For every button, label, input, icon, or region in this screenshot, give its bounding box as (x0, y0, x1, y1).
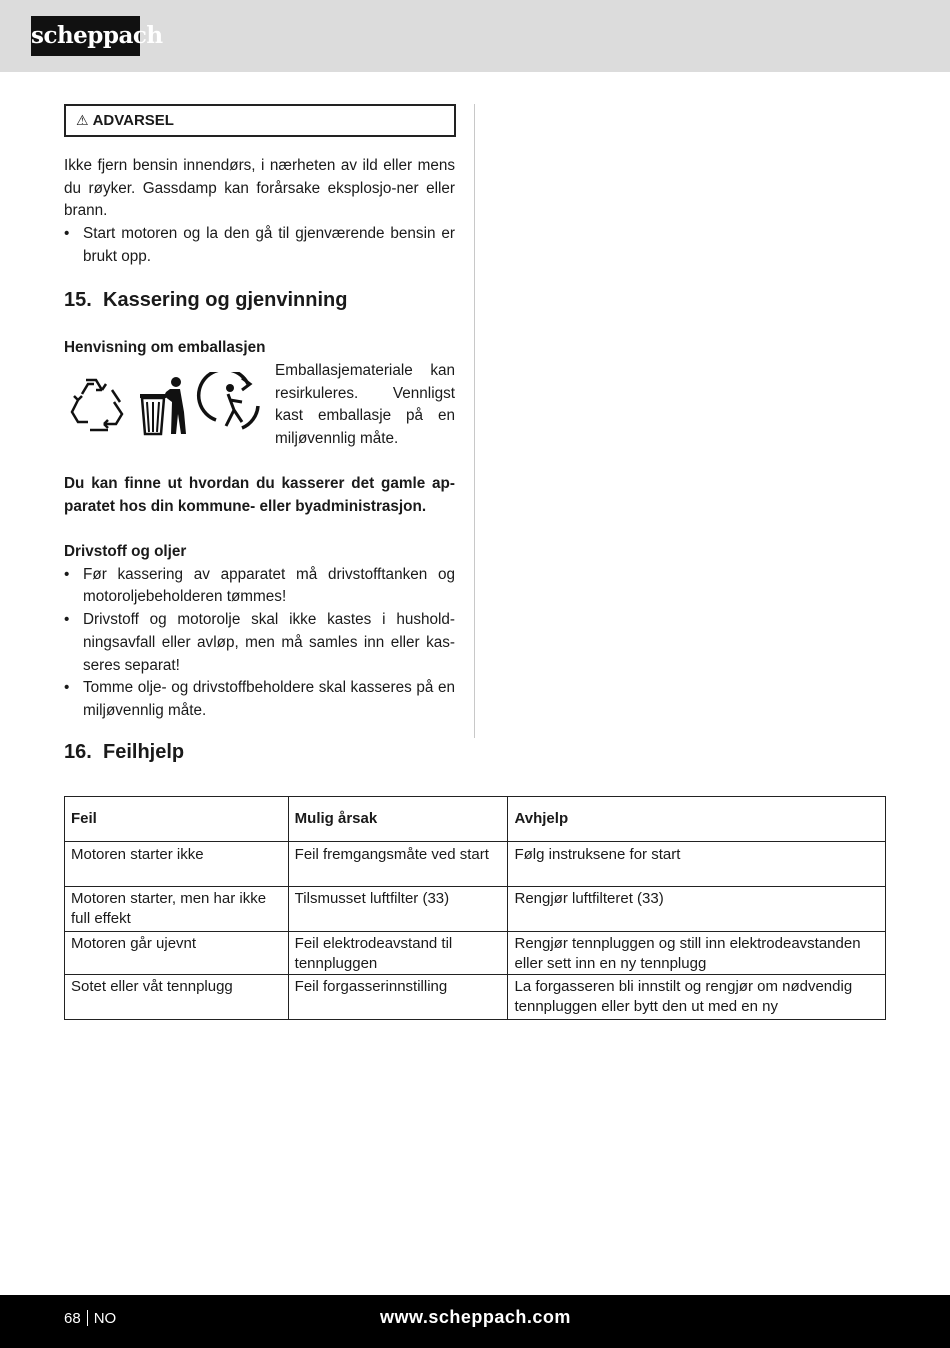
table-cell: Tilsmusset luftfilter (33) (288, 887, 508, 932)
table-cell: Følg instruksene for start (508, 842, 886, 887)
table-cell: Motoren går ujevnt (65, 932, 289, 975)
warning-box (64, 104, 456, 137)
table-cell: Rengjør luftfilteret (33) (508, 887, 886, 932)
table-row (65, 932, 886, 975)
troubleshooting-table (64, 796, 886, 1020)
table-cell: Feil forgasserinnstilling (288, 975, 508, 1020)
table-row (65, 975, 886, 1020)
column-header: Feil (65, 797, 289, 842)
column-header: Avhjelp (508, 797, 886, 842)
trash-bin-person-icon (140, 377, 186, 434)
table-row (65, 842, 886, 887)
warning-bullet: • Start motoren og la den gå til gjenværende bensin er brukt opp. (64, 225, 455, 265)
recycle-icon (72, 380, 122, 430)
page-number-label (64, 1310, 116, 1327)
fuel-block (64, 541, 455, 723)
scheppach-logo: scheppach (31, 16, 140, 56)
table-row (65, 887, 886, 932)
section-16-heading (64, 741, 184, 764)
fuel-bullet: • Tomme olje- og drivstoffbeholdere skal kasseres på en miljøvennlig måte. (64, 679, 455, 719)
section-number: 15. (64, 289, 92, 311)
table-cell: La forgasseren bli innstilt og rengjør om nødvendig tennpluggen eller bytt den ut med en ny (508, 975, 886, 1020)
disposal-note: Du kan finne ut hvordan du kasserer det gamle ap-paratet hos din kommune- eller byadministrasjon. (64, 475, 455, 515)
recycling-arrows-person-icon (199, 372, 258, 428)
table-cell: Sotet eller våt tennplugg (65, 975, 289, 1020)
footer-bar (0, 1295, 950, 1348)
table-cell: Motoren starter ikke (65, 842, 289, 887)
packaging-text: Emballasjemateriale kan resirkuleres. Vennligst kast emballasje på en miljøvennlig måte. (275, 362, 455, 448)
page-number: 68 (64, 1310, 81, 1327)
footer-separator (87, 1310, 88, 1326)
warning-label: ADVARSEL (92, 112, 174, 129)
warning-triangle-icon: ⚠ (76, 112, 89, 128)
section-title: Feilhjelp (103, 741, 185, 763)
table-cell: Motoren starter, men har ikke full effekt (65, 887, 289, 932)
column-header: Mulig årsak (288, 797, 508, 842)
section-number: 16. (64, 741, 92, 763)
packaging-heading: Henvisning om emballasjen (64, 339, 266, 356)
packaging-icons (66, 372, 266, 440)
table-cell: Feil fremgangsmåte ved start (288, 842, 508, 887)
table-header-row (65, 797, 886, 842)
header-band (0, 0, 950, 72)
fuel-heading: Drivstoff og oljer (64, 543, 187, 560)
column-divider (474, 104, 475, 738)
language-code: NO (93, 1310, 117, 1327)
table-cell: Rengjør tennpluggen og still inn elektrodeavstanden eller sett inn en ny tennplugg (508, 932, 886, 975)
fuel-bullet: • Før kassering av apparatet må drivstofftanken og motoroljebeholderen tømmes! (64, 565, 455, 606)
website-url: www.scheppach.com (380, 1307, 571, 1327)
section-15-heading (64, 289, 347, 312)
warning-text: Ikke fjern bensin innendørs, i nærheten av ild eller mens du røyker. Gassdamp kan forårsake eksplosjo-ner eller brann. (64, 157, 455, 220)
table-cell: Feil elektrodeavstand til tennpluggen (288, 932, 508, 975)
warning-text-block (64, 155, 455, 269)
section-title: Kassering og gjenvinning (103, 289, 348, 311)
fuel-bullet: • Drivstoff og motorolje skal ikke kastes i hushold-ningsavfall eller avløp, men må samles inn eller kas-seres separat! (64, 611, 455, 674)
